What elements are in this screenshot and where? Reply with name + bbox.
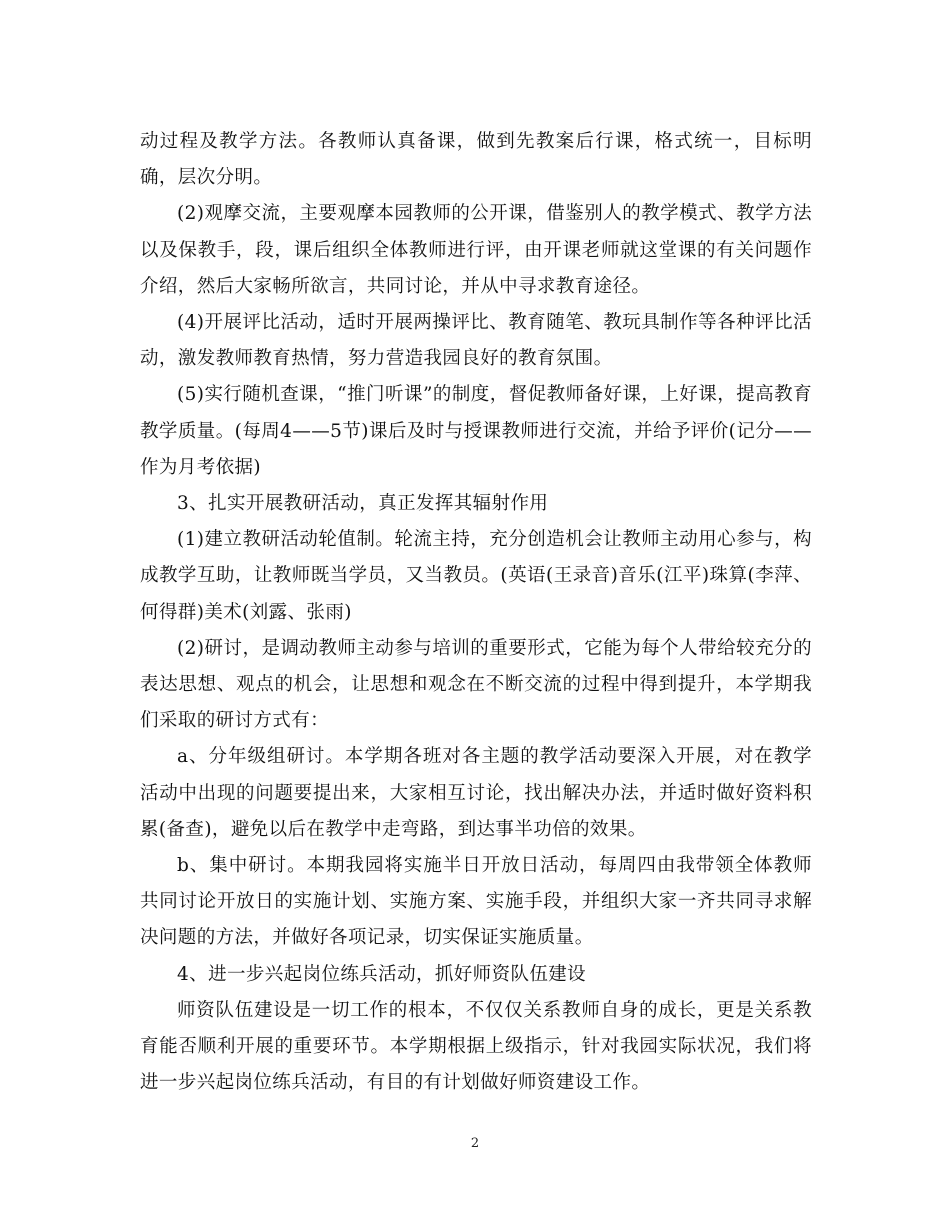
paragraph-2: (2)观摩交流，主要观摩本园教师的公开课，借鉴别人的教学模式、教学方法以及保教手，段，课后组织全体教师进行评，由开课老师就这堂课的有关问题作介绍，然后大家畅所欲言，共同讨论，并从中寻求教育途径。 — [140, 203, 812, 297]
paragraph-9: b、集中研讨。本期我园将实施半日开放日活动，每周四由我带领全体教师共同讨论开放日的实施计划、实施方案、实施手段，并组织大家一齐共同寻求解决问题的方法，并做好各项记录，切实保证实施质量。 — [140, 855, 812, 949]
paragraph-7: (2)研讨，是调动教师主动参与培训的重要形式，它能为每个人带给较充分的表达思想、观点的机会，让思想和观念在不断交流的过程中得到提升，本学期我们采取的研讨方式有： — [140, 637, 812, 732]
section-heading-4: 4、进一步兴起岗位练兵活动，抓好师资队伍建设 — [177, 963, 587, 985]
paragraph-6: (1)建立教研活动轮值制。轮流主持，充分创造机会让教师主动用心参与，构成教学互助，让教师既当学员，又当教员。(英语(王录音)音乐(江平)珠算(李萍、何得群)美术(刘露、张雨) — [140, 529, 812, 623]
section-heading-3: 3、扎实开展教研活动，真正发挥其辐射作用 — [177, 493, 549, 515]
document-body — [140, 124, 812, 1101]
page-number: 2 — [470, 1136, 480, 1151]
paragraph-3: (4)开展评比活动，适时开展两操评比、教育随笔、教玩具制作等各种评比活动，激发教师教育热情，努力营造我园良好的教育氛围。 — [140, 312, 812, 370]
paragraph-1: 动过程及教学方法。各教师认真备课，做到先教案后行课，格式统一，目标明确，层次分明。 — [140, 131, 812, 189]
paragraph-4: (5)实行随机查课，“推门听课”的制度，督促教师备好课，上好课，提高教育教学质量。(每周4——5节)课后及时与授课教师进行交流，并给予评价(记分——作为月考依据) — [140, 384, 812, 478]
paragraph-11: 师资队伍建设是一切工作的根本，不仅仅关系教师自身的成长，更是关系教育能否顺利开展的重要环节。本学期根据上级指示，针对我园实际状况，我们将进一步兴起岗位练兵活动，有目的有计划做好师资建设工作。 — [140, 999, 812, 1094]
paragraph-8: a、分年级组研讨。本学期各班对各主题的教学活动要深入开展，对在教学活动中出现的问题要提出来，大家相互讨论，找出解决办法，并适时做好资料积累(备查)，避免以后在教学中走弯路，到达事半功倍的效果。 — [140, 746, 812, 840]
